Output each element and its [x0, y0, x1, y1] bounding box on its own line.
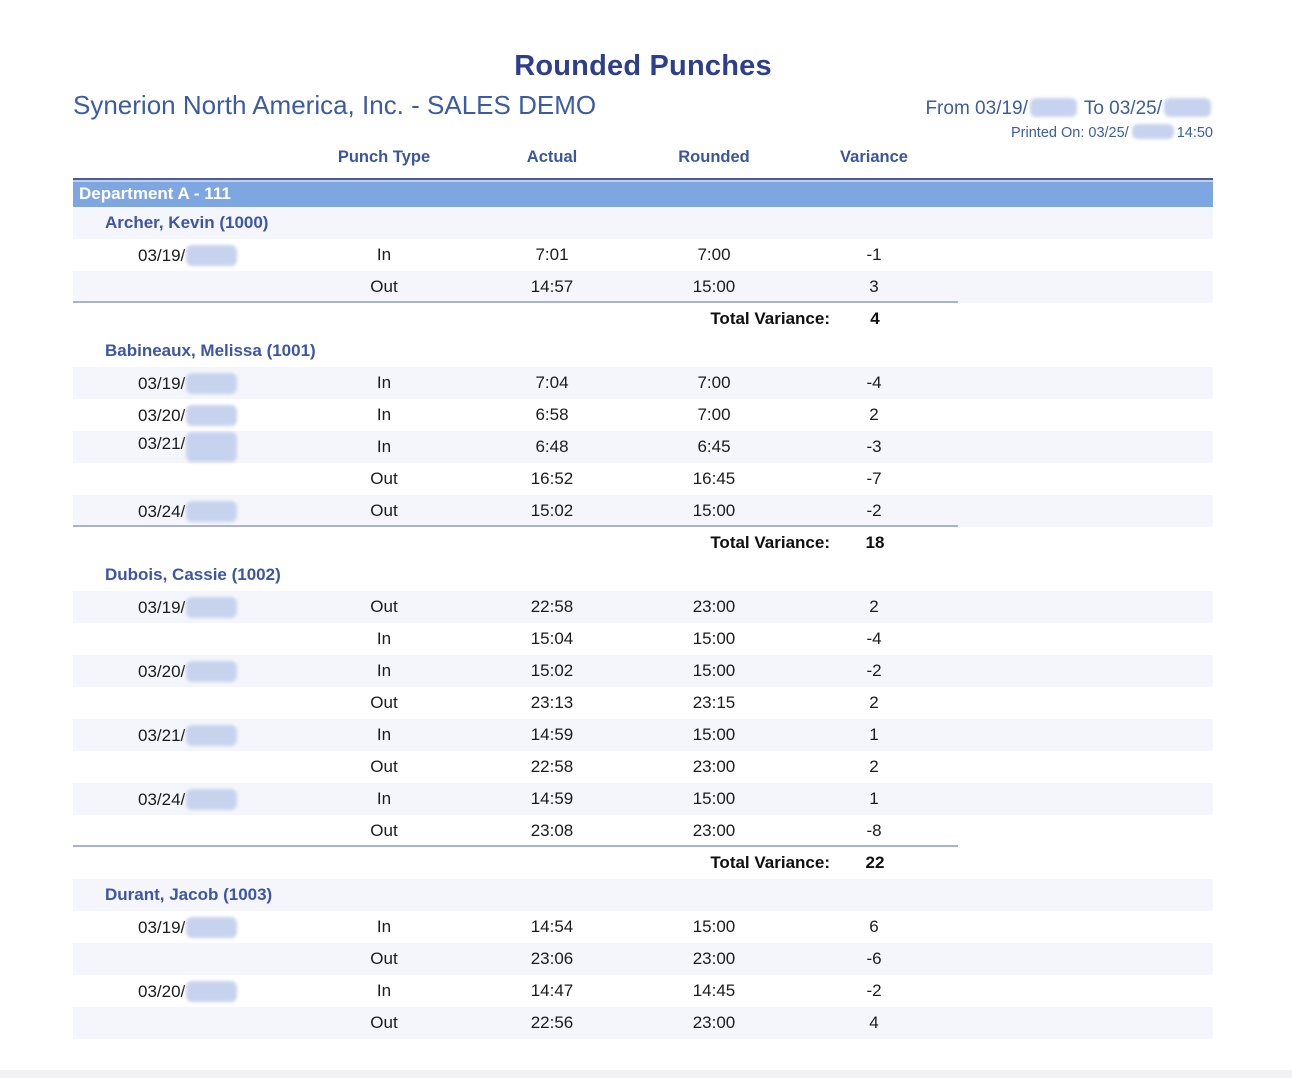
punch-rounded: 23:15 [692, 693, 736, 712]
punch-actual: 14:59 [530, 789, 574, 808]
punch-row [73, 463, 1213, 495]
employee-sections [73, 207, 1213, 1039]
punch-variance: -2 [866, 661, 882, 680]
punch-date-cell [73, 661, 330, 682]
employee-name: Archer, Kevin (1000) [73, 207, 1213, 239]
punch-rounded: 15:00 [692, 629, 736, 648]
date-range-from: From 03/19/ [925, 98, 1028, 119]
punch-rounded: 7:00 [697, 245, 731, 264]
punch-actual: 22:56 [530, 1013, 574, 1032]
punch-date-cell [73, 597, 330, 618]
punch-rounded: 23:00 [692, 1013, 736, 1032]
punch-type: In [376, 437, 392, 456]
punch-rounded: 7:00 [697, 373, 731, 392]
punch-variance: 2 [869, 597, 879, 616]
punch-row [73, 623, 1213, 655]
punch-row [73, 719, 1213, 751]
punch-variance: 1 [869, 725, 879, 744]
punch-rounded: 23:00 [692, 949, 736, 968]
punch-actual: 6:58 [535, 405, 569, 424]
punch-variance: 4 [869, 1013, 879, 1032]
punch-rounded: 7:00 [697, 405, 731, 424]
punch-row [73, 687, 1213, 719]
redacted-year-pill [186, 661, 237, 682]
punch-date-cell [73, 725, 330, 746]
punch-variance: -2 [866, 981, 882, 1000]
total-variance-value: 18 [865, 533, 885, 552]
report-subheader [73, 90, 1213, 121]
redacted-year-pill [186, 917, 237, 938]
punch-actual: 22:58 [530, 757, 574, 776]
punch-row [73, 783, 1213, 815]
punch-type: Out [370, 1013, 398, 1032]
column-header-punch-type: Punch Type [337, 147, 431, 166]
page-bottom-edge [0, 1070, 1292, 1078]
redacted-year-pill [186, 789, 237, 810]
punch-type: Out [370, 469, 398, 488]
punch-variance: -1 [866, 245, 882, 264]
punch-row [73, 271, 1213, 303]
punch-actual: 15:02 [530, 661, 574, 680]
punch-variance: -8 [866, 821, 882, 840]
punch-row [73, 399, 1213, 431]
punch-actual: 14:57 [530, 277, 574, 296]
punch-actual: 16:52 [530, 469, 574, 488]
redacted-year-pill [186, 501, 237, 522]
punch-variance: -4 [866, 373, 882, 392]
punch-type: In [376, 245, 392, 264]
punch-variance: 3 [869, 277, 879, 296]
punch-actual: 14:47 [530, 981, 574, 1000]
total-variance-row [73, 303, 1213, 335]
redacted-year-pill [186, 405, 237, 426]
punch-row [73, 1007, 1213, 1039]
punch-date: 03/21/ [138, 725, 186, 745]
printed-on-time: 14:50 [1176, 125, 1213, 141]
punch-rounded: 23:00 [692, 597, 736, 616]
redacted-year-pill [186, 981, 237, 1002]
punch-type: Out [370, 757, 398, 776]
punch-type: In [376, 405, 392, 424]
punch-type: In [376, 661, 392, 680]
column-headers [73, 145, 1213, 169]
punch-variance: -4 [866, 629, 882, 648]
punch-rounded: 16:45 [692, 469, 736, 488]
punch-type: In [376, 981, 392, 1000]
redacted-year-pill [1132, 124, 1174, 139]
punch-actual: 15:04 [530, 629, 574, 648]
punch-actual: 22:58 [530, 597, 574, 616]
punch-variance: 2 [869, 757, 879, 776]
punch-rounded: 23:00 [692, 821, 736, 840]
total-variance-value: 22 [865, 853, 885, 872]
punch-rounded: 23:00 [692, 757, 736, 776]
punch-type: Out [370, 693, 398, 712]
punch-date-cell [73, 432, 330, 462]
column-header-rounded: Rounded [678, 147, 750, 166]
punch-type: In [376, 629, 392, 648]
department-header: Department A - 111 [73, 178, 1213, 207]
punch-variance: -6 [866, 949, 882, 968]
punch-row [73, 815, 1213, 847]
punch-rounded: 15:00 [692, 789, 736, 808]
redacted-year-pill [186, 597, 237, 618]
punch-variance: -2 [866, 501, 882, 520]
printed-on [73, 124, 1213, 141]
punch-date: 03/20/ [138, 661, 186, 681]
total-variance-label: Total Variance: [710, 853, 830, 872]
punch-actual: 15:02 [530, 501, 574, 520]
punch-type: Out [370, 949, 398, 968]
punch-row [73, 655, 1213, 687]
punch-type: Out [370, 277, 398, 296]
punch-variance: 1 [869, 789, 879, 808]
punch-date-cell [73, 981, 330, 1002]
punch-variance: -3 [866, 437, 882, 456]
punch-actual: 7:01 [535, 245, 569, 264]
punch-rounded: 15:00 [692, 917, 736, 936]
total-variance-value: 4 [870, 309, 880, 328]
punch-row [73, 591, 1213, 623]
punch-type: Out [370, 597, 398, 616]
date-range [925, 98, 1213, 120]
punch-rounded: 15:00 [692, 501, 736, 520]
total-variance-label: Total Variance: [710, 533, 830, 552]
employee-name: Dubois, Cassie (1002) [105, 565, 281, 584]
punch-date-cell [73, 373, 330, 394]
punch-rounded: 15:00 [692, 725, 736, 744]
punch-date-cell [73, 405, 330, 426]
total-variance-row [73, 847, 1213, 879]
punch-type: Out [370, 821, 398, 840]
redacted-year-pill [186, 245, 237, 266]
punch-rounded: 14:45 [692, 981, 736, 1000]
punch-rounded: 6:45 [697, 437, 731, 456]
total-variance-row [73, 527, 1213, 559]
punch-type: In [376, 373, 392, 392]
punch-actual: 6:48 [535, 437, 569, 456]
punch-row [73, 431, 1213, 463]
punch-actual: 14:54 [530, 917, 574, 936]
punch-date: 03/19/ [138, 245, 186, 265]
punch-date-cell [73, 789, 330, 810]
punch-date: 03/20/ [138, 981, 186, 1001]
punch-actual: 7:04 [535, 373, 569, 392]
punch-row [73, 239, 1213, 271]
column-header-actual: Actual [526, 147, 578, 166]
punch-type: In [376, 917, 392, 936]
punch-date: 03/21/ [138, 434, 186, 453]
printed-on-date: Printed On: 03/25/ [1011, 125, 1129, 141]
punch-actual: 14:59 [530, 725, 574, 744]
punch-date-cell [73, 245, 330, 266]
punch-date: 03/24/ [138, 501, 186, 521]
punch-row [73, 911, 1213, 943]
punch-variance: 2 [869, 693, 879, 712]
redacted-year-pill [186, 725, 237, 746]
redacted-year-pill [1030, 98, 1077, 117]
punch-date-cell [73, 917, 330, 938]
punch-row [73, 751, 1213, 783]
punch-row [73, 495, 1213, 527]
punch-actual: 23:13 [530, 693, 574, 712]
punch-type: Out [370, 501, 398, 520]
punch-date: 03/19/ [138, 373, 186, 393]
column-header-variance: Variance [840, 147, 908, 166]
redacted-year-pill [186, 432, 237, 462]
punch-date: 03/19/ [138, 917, 186, 937]
punch-row [73, 975, 1213, 1007]
punch-actual: 23:06 [530, 949, 574, 968]
report-title: Rounded Punches [514, 50, 772, 82]
company-name: Synerion North America, Inc. - SALES DEMO [73, 90, 597, 120]
employee-name: Babineaux, Melissa (1001) [105, 341, 316, 360]
punch-type: In [376, 725, 392, 744]
punch-actual: 23:08 [530, 821, 574, 840]
punch-variance: 6 [869, 917, 879, 936]
punch-row [73, 367, 1213, 399]
redacted-year-pill [186, 373, 237, 394]
punch-date-cell [73, 501, 330, 522]
punch-rounded: 15:00 [692, 277, 736, 296]
punch-variance: -7 [866, 469, 882, 488]
date-range-to: To 03/25/ [1083, 98, 1162, 119]
punch-date: 03/19/ [138, 597, 186, 617]
punch-date: 03/24/ [138, 789, 186, 809]
employee-name: Durant, Jacob (1003) [73, 879, 1213, 911]
punch-variance: 2 [869, 405, 879, 424]
punch-type: In [376, 789, 392, 808]
punch-rounded: 15:00 [692, 661, 736, 680]
punch-row [73, 943, 1213, 975]
total-variance-label: Total Variance: [710, 309, 830, 328]
punch-date: 03/20/ [138, 405, 186, 425]
redacted-year-pill [1164, 98, 1211, 117]
